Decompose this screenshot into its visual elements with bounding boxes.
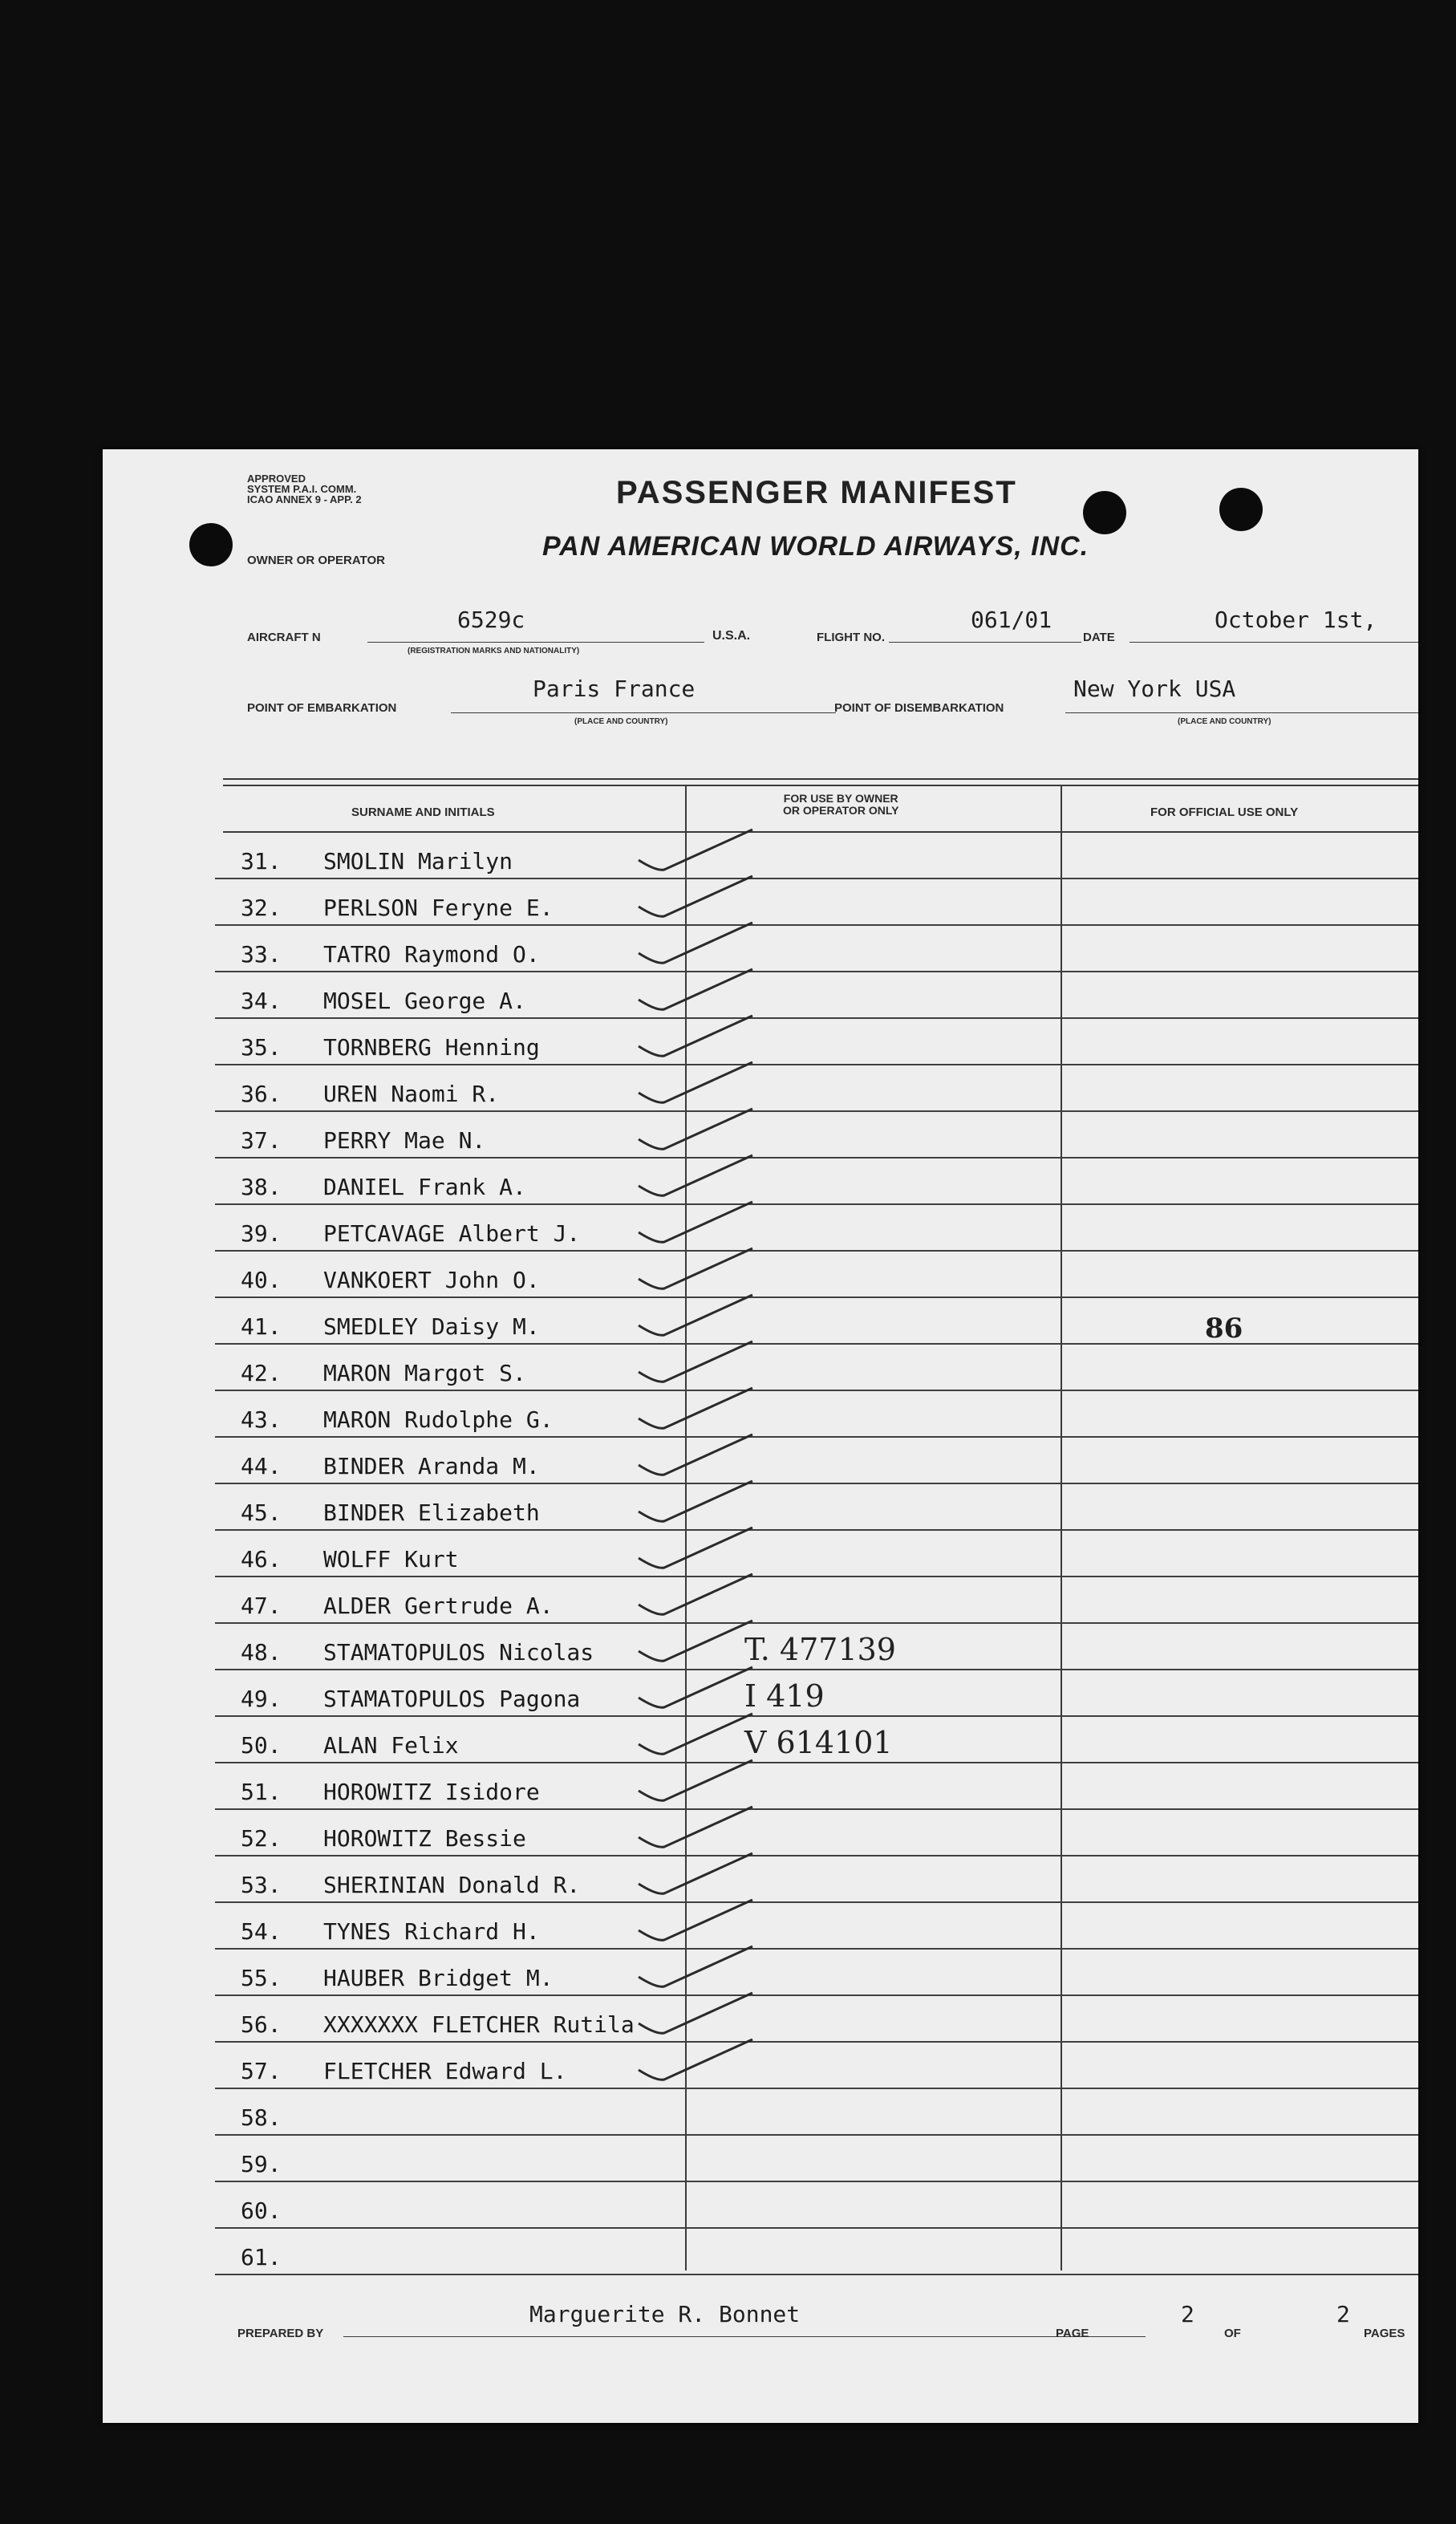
passenger-name: STAMATOPULOS Nicolas	[323, 1639, 594, 1666]
row-number: 58.	[241, 2104, 282, 2131]
nationality-label: U.S.A.	[712, 629, 751, 643]
passenger-name: ALDER Gertrude A.	[323, 1593, 554, 1619]
flight-no-label: FLIGHT NO.	[817, 631, 885, 644]
registration-note: (REGISTRATION MARKS AND NATIONALITY)	[408, 647, 580, 655]
passenger-name: SMOLIN Marilyn	[323, 848, 513, 874]
tick-mark	[639, 1667, 752, 1707]
row-number: 56.	[241, 2011, 282, 2038]
col-header-owner-line: OR OPERATOR ONLY	[783, 804, 899, 817]
passenger-name: HOROWITZ Isidore	[323, 1779, 540, 1805]
row-number: 37.	[241, 1127, 282, 1154]
passenger-name: TYNES Richard H.	[323, 1918, 540, 1945]
row-number: 44.	[241, 1453, 282, 1479]
row-number: 59.	[241, 2151, 282, 2177]
passenger-name: MARON Rudolphe G.	[323, 1406, 554, 1433]
row-number: 57.	[241, 2058, 282, 2084]
tick-mark	[639, 1481, 752, 1521]
passenger-name: BINDER Elizabeth	[323, 1499, 540, 1526]
approval-line: SYSTEM P.A.I. COMM.	[247, 483, 357, 495]
passenger-name: SMEDLEY Daisy M.	[323, 1313, 540, 1340]
tick-mark	[639, 1807, 752, 1847]
tick-mark	[639, 1993, 752, 2033]
col-header-owner-line: FOR USE BY OWNER	[783, 792, 898, 805]
disembarkation-value: New York USA	[1073, 676, 1236, 702]
tick-mark	[639, 1528, 752, 1568]
passenger-name: BINDER Aranda M.	[323, 1453, 540, 1479]
row-number: 46.	[241, 1546, 282, 1572]
tick-mark	[639, 2039, 752, 2080]
prepared-underline	[343, 2336, 1146, 2337]
row-number: 34.	[241, 988, 282, 1014]
tick-mark	[639, 1434, 752, 1475]
passenger-name: DANIEL Frank A.	[323, 1174, 526, 1200]
prepared-label: PREPARED BY	[237, 2327, 324, 2340]
flight-no-value: 061/01	[971, 607, 1052, 633]
tick-mark	[639, 1574, 752, 1614]
tick-mark	[639, 969, 752, 1009]
tick-mark	[639, 1853, 752, 1893]
passenger-name: FLETCHER Edward L.	[323, 2058, 567, 2084]
of-label: OF	[1224, 2327, 1241, 2340]
passenger-name: PERLSON Feryne E.	[323, 895, 554, 921]
col-header-name: SURNAME AND INITIALS	[351, 805, 495, 819]
row-number: 35.	[241, 1034, 282, 1061]
tick-mark	[639, 830, 752, 870]
passenger-name: HAUBER Bridget M.	[323, 1965, 554, 1991]
tick-mark	[639, 1388, 752, 1428]
disembarkation-note: (PLACE AND COUNTRY)	[1178, 717, 1271, 726]
page-label: PAGE	[1056, 2327, 1089, 2340]
date-label: DATE	[1083, 631, 1115, 644]
row-number: 32.	[241, 895, 282, 921]
embarkation-note: (PLACE AND COUNTRY)	[574, 717, 668, 726]
tick-mark	[639, 1621, 752, 1661]
tick-mark	[639, 1341, 752, 1382]
pages-label: PAGES	[1364, 2327, 1405, 2340]
passenger-name: XXXXXXX FLETCHER Rutila	[323, 2011, 635, 2038]
operator-note: T. 477139	[744, 1632, 896, 1667]
prepared-by-value: Marguerite R. Bonnet	[529, 2301, 801, 2327]
tick-mark	[639, 1062, 752, 1102]
tick-mark	[639, 1714, 752, 1754]
row-number: 60.	[241, 2197, 282, 2224]
operator-name: PAN AMERICAN WORLD AIRWAYS, INC.	[542, 531, 1089, 562]
manifest-sheet	[103, 449, 1418, 2423]
row-number: 54.	[241, 1918, 282, 1945]
tick-mark	[639, 1760, 752, 1800]
passenger-name: WOLFF Kurt	[323, 1546, 459, 1572]
passenger-name: MARON Margot S.	[323, 1360, 526, 1386]
row-number: 48.	[241, 1639, 282, 1666]
passenger-name: TORNBERG Henning	[323, 1034, 540, 1061]
owner-label: OWNER OR OPERATOR	[247, 554, 385, 567]
tick-mark	[639, 1109, 752, 1149]
tick-mark	[639, 1900, 752, 1940]
col-header-official: FOR OFFICIAL USE ONLY	[1150, 805, 1299, 819]
tick-mark	[639, 1295, 752, 1335]
tick-mark	[639, 923, 752, 963]
passenger-name: PERRY Mae N.	[323, 1127, 486, 1154]
page-value: 2	[1181, 2301, 1194, 2327]
row-number: 39.	[241, 1220, 282, 1247]
passenger-name: VANKOERT John O.	[323, 1267, 540, 1293]
row-number: 47.	[241, 1593, 282, 1619]
operator-note: I 419	[744, 1678, 825, 1714]
row-number: 42.	[241, 1360, 282, 1386]
passenger-name: HOROWITZ Bessie	[323, 1825, 526, 1852]
row-number: 53.	[241, 1872, 282, 1898]
row-number: 52.	[241, 1825, 282, 1852]
row-number: 41.	[241, 1313, 282, 1340]
row-number: 31.	[241, 848, 282, 874]
row-number: 55.	[241, 1965, 282, 1991]
row-number: 50.	[241, 1732, 282, 1759]
passenger-name: ALAN Felix	[323, 1732, 459, 1759]
pages-value: 2	[1336, 2301, 1350, 2327]
embarkation-label: POINT OF EMBARKATION	[247, 701, 397, 715]
tick-mark	[639, 1155, 752, 1195]
date-value: October 1st,	[1215, 607, 1377, 633]
passenger-name: PETCAVAGE Albert J.	[323, 1220, 581, 1247]
tick-mark	[639, 876, 752, 916]
row-number: 49.	[241, 1686, 282, 1712]
tick-mark	[639, 1202, 752, 1242]
tick-mark	[639, 1946, 752, 1986]
manifest-title: PASSENGER MANIFEST	[616, 475, 1017, 510]
tick-mark	[639, 1016, 752, 1056]
operator-note: V 614101	[744, 1725, 893, 1760]
approval-line: APPROVED	[247, 473, 306, 485]
embarkation-value: Paris France	[533, 676, 696, 702]
row-number: 40.	[241, 1267, 282, 1293]
approval-line: ICAO ANNEX 9 - APP. 2	[247, 493, 362, 505]
passenger-name: UREN Naomi R.	[323, 1081, 500, 1107]
passenger-name: TATRO Raymond O.	[323, 941, 540, 968]
passenger-name: SHERINIAN Donald R.	[323, 1872, 581, 1898]
tick-mark	[639, 1248, 752, 1288]
aircraft-label: AIRCRAFT N	[247, 631, 321, 644]
row-number: 45.	[241, 1499, 282, 1526]
row-number: 51.	[241, 1779, 282, 1805]
row-number: 33.	[241, 941, 282, 968]
passenger-name: STAMATOPULOS Pagona	[323, 1686, 581, 1712]
official-note: 86	[1205, 1313, 1243, 1345]
tick-marks	[103, 449, 1418, 2423]
row-number: 43.	[241, 1406, 282, 1433]
disembarkation-label: POINT OF DISEMBARKATION	[834, 701, 1004, 715]
row-number: 38.	[241, 1174, 282, 1200]
row-number: 61.	[241, 2244, 282, 2270]
aircraft-value: 6529c	[457, 607, 525, 633]
row-number: 36.	[241, 1081, 282, 1107]
passenger-name: MOSEL George A.	[323, 988, 526, 1014]
